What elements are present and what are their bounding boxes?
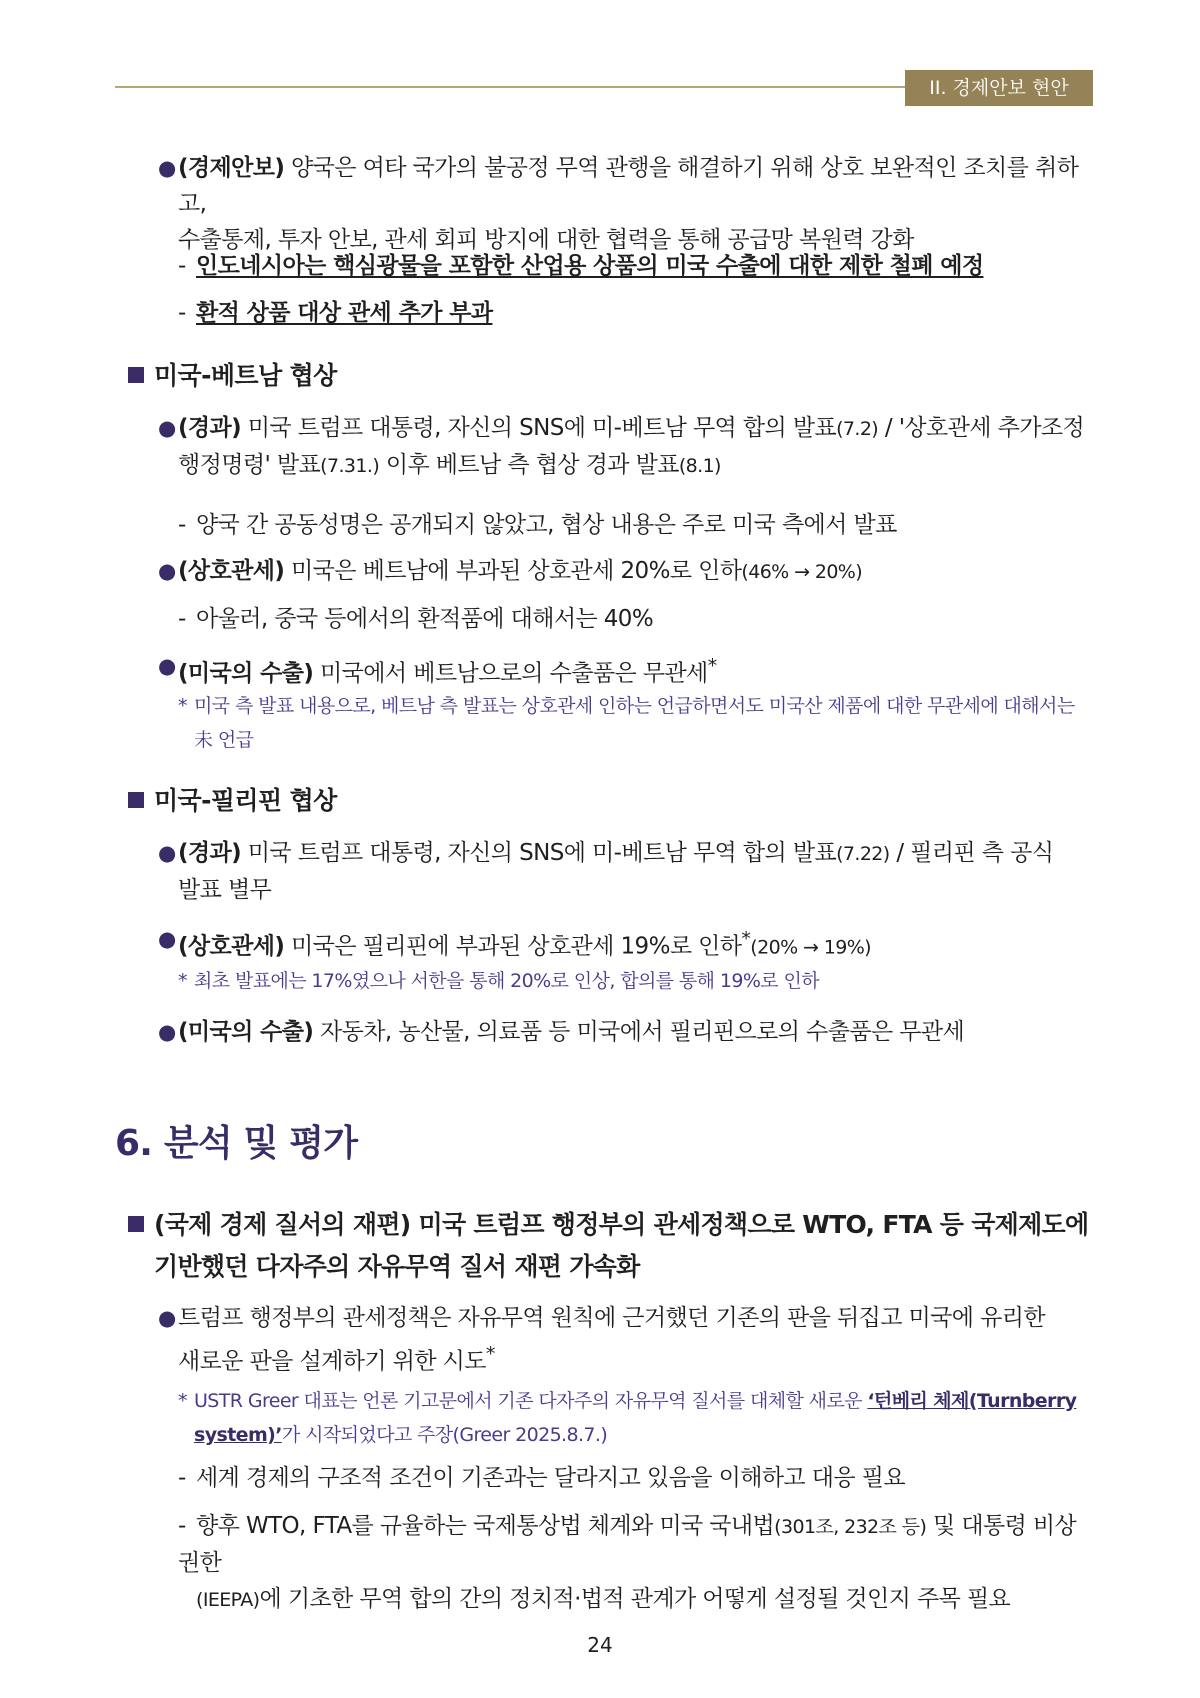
dash-item: - 아울러, 중국 등에서의 환적품에 대해서는 40%	[178, 606, 654, 632]
bullet-dot-icon: ●	[158, 1020, 177, 1044]
section-tag: II. 경제안보 현안	[905, 70, 1093, 106]
bullet-text: 양국은 여타 국가의 불공정 무역 관행을 해결하기 위해 상호 보완적인 조치를 취하고,	[178, 155, 1079, 217]
square-bullet-icon	[128, 792, 144, 808]
bullet-dot-icon: ●	[158, 416, 177, 440]
bullet-us-exports: ● (미국의 수출) 미국에서 베트남으로의 수출품은 무관세*	[158, 648, 1092, 692]
dash-item: - 환적 상품 대상 관세 추가 부과	[178, 300, 493, 326]
square-bullet-icon	[128, 367, 144, 383]
heading-us-vietnam: 미국-베트남 협상	[128, 356, 1098, 396]
square-bullet-icon	[128, 1216, 144, 1232]
footnote: * 최초 발표에는 17%였으나 서한을 통해 20%로 인상, 합의를 통해 19%로 인하	[178, 970, 819, 992]
dash-text: 환적 상품 대상 관세 추가 부과	[196, 300, 493, 326]
dash-item: - 세계 경제의 구조적 조건이 기존과는 달라지고 있음을 이해하고 대응 필요	[178, 1465, 905, 1491]
heading-reorganization: (국제 경제 질서의 재편) 미국 트럼프 행정부의 관세정책으로 WTO, FTA 등 국제제도에 기반했던 다자주의 자유무역 질서 재편 가속화	[128, 1204, 1096, 1288]
bullet-label: (경제안보)	[178, 155, 285, 181]
bullet-progress: ● (경과) 미국 트럼프 대통령, 자신의 SNS에 미-베트남 무역 합의 발표(7.22) / 필리핀 측 공식 발표 별무	[158, 835, 1092, 908]
bullet-dot-icon: ●	[158, 559, 177, 583]
bullet-dot-icon: ●	[158, 927, 177, 951]
dash-item: - 양국 간 공동성명은 공개되지 않았고, 협상 내용은 주로 미국 측에서 발표	[178, 512, 897, 538]
section-title: 6. 분석 및 평가	[115, 1123, 358, 1164]
bullet-reciprocal-tariff: ● (상호관세) 미국은 베트남에 부과된 상호관세 20%로 인하(46% → 20%)	[158, 553, 1092, 590]
bullet-dot-icon: ●	[158, 841, 177, 865]
bullet-us-exports: ● (미국의 수출) 자동차, 농산물, 의료품 등 미국에서 필리핀으로의 수출품은 무관세	[158, 1014, 1092, 1050]
header-rule	[115, 86, 905, 88]
bullet-reciprocal-tariff: ● (상호관세) 미국은 필리핀에 부과된 상호관세 19%로 인하*(20% → 19%)	[158, 921, 1092, 966]
dash-item: - 향후 WTO, FTA를 규율하는 국제통상법 체계와 미국 국내법(301조, 232조 등) 및 대통령 비상권한 (IEEPA)에 기초한 무역 합의 간의 정치적·법적 관계가 어떻게 설정될 것인지 주목 필요	[178, 1513, 1077, 1612]
bullet-dot-icon: ●	[158, 654, 177, 678]
heading-us-philippines: 미국-필리핀 협상	[128, 781, 1098, 821]
footnote: * USTR Greer 대표는 언론 기고문에서 기존 다자주의 자유무역 질서를 대체할 새로운 ‘턴베리 체제(Turnberry system)’가 시작되었다고 주장(Greer 2025.8.7.)	[178, 1390, 1077, 1446]
bullet-progress: ● (경과) 미국 트럼프 대통령, 자신의 SNS에 미-베트남 무역 합의 발표(7.2) / '상호관세 추가조정 행정명령' 발표(7.31.) 이후 베트남 측 협상 경과 발표(8.1)	[158, 410, 1092, 484]
bullet-dot-icon: ●	[158, 156, 177, 180]
footnote: * 미국 측 발표 내용으로, 베트남 측 발표는 상호관세 인하는 언급하면서도 미국산 제품에 대한 무관세에 대해서는 未 언급	[178, 695, 1075, 751]
bullet-text: 수출통제, 투자 안보, 관세 회피 방지에 대한 협력을 통해 공급망 복원력 강화	[178, 227, 914, 253]
bullet-tariff-policy: ● 트럼프 행정부의 관세정책은 자유무역 원칙에 근거했던 기존의 판을 뒤집고 미국에 유리한 새로운 판을 설계하기 위한 시도*	[158, 1300, 1092, 1380]
dash-text: 인도네시아는 핵심광물을 포함한 산업용 상품의 미국 수출에 대한 제한 철폐 예정	[196, 253, 984, 279]
bullet-dot-icon: ●	[158, 1306, 177, 1330]
bullet-economic-security	[158, 150, 1092, 258]
page-number: 24	[587, 1633, 613, 1657]
dash-item: - 인도네시아는 핵심광물을 포함한 산업용 상품의 미국 수출에 대한 제한 철폐 예정	[178, 253, 984, 279]
